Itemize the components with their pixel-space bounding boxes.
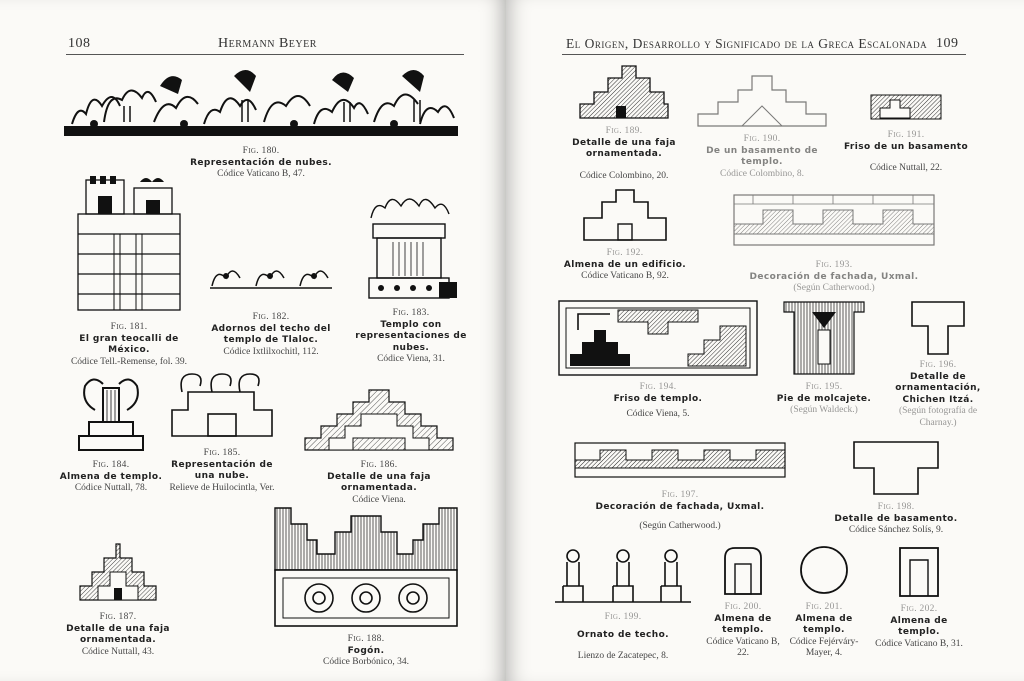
left-page <box>0 0 506 681</box>
figure-number: Fig. 181. <box>110 322 148 332</box>
cloud-step-drawing <box>168 370 276 438</box>
step-fret-detail-drawing <box>78 534 158 602</box>
figure-197 <box>570 442 790 533</box>
figure-source: Códice Vaticano B, 22. <box>706 636 780 658</box>
figure-192 <box>550 188 700 283</box>
figure-title: Adornos del techo del templo de Tlaloc. <box>211 323 331 345</box>
base-detail-drawing <box>852 440 940 496</box>
figure-title: Detalle de una faja ornamentada. <box>327 471 431 493</box>
figure-source: Códice Tell.-Remense, fol. 39. <box>70 356 188 367</box>
figure-source: Códice Viena. <box>352 494 406 505</box>
figure-number: Fig. 200. <box>724 602 762 612</box>
figure-source: Lienzo de Zacatepec, 8. <box>577 651 669 661</box>
figure-181 <box>58 174 200 368</box>
hearth-drawing <box>273 504 459 628</box>
figure-source: Códice Ixtlilxochitl, 112. <box>223 346 319 357</box>
figure-source: Relieve de Huilocintla, Ver. <box>169 482 275 493</box>
figure-number: Fig. 195. <box>805 382 843 392</box>
figure-title: Friso de un basamento <box>843 141 969 152</box>
temple-drawing <box>74 174 184 314</box>
figure-202 <box>874 546 964 650</box>
figure-source: Códice Colombino, 20. <box>579 170 669 181</box>
figure-number: Fig. 198. <box>877 502 915 512</box>
figure-number: Fig. 190. <box>743 134 781 144</box>
figure-198 <box>828 440 964 537</box>
header-rule <box>562 54 966 55</box>
figure-source: Códice Fejérváry-Mayer, 4. <box>789 636 859 658</box>
roof-ornament-drawing <box>553 546 693 608</box>
figure-title: Fogón. <box>347 645 385 656</box>
figure-number: Fig. 193. <box>815 260 853 270</box>
figure-title: Almena de templo. <box>890 615 948 637</box>
figure-185 <box>160 370 284 494</box>
figure-title: Decoración de fachada, Uxmal. <box>595 501 765 512</box>
figure-title: Detalle de ornamentación, Chichen Itzá. <box>895 371 981 405</box>
figure-source: Códice Nuttall, 22. <box>869 163 943 173</box>
figure-number: Fig. 184. <box>92 460 130 470</box>
figure-source: Códice Nuttall, 43. <box>81 646 155 657</box>
figure-number: Fig. 201. <box>805 602 843 612</box>
figure-number: Fig. 183. <box>392 308 430 318</box>
figure-number: Fig. 199. <box>604 612 642 622</box>
figure-number: Fig. 191. <box>887 130 925 140</box>
figure-187 <box>64 534 172 658</box>
figure-190 <box>692 72 832 180</box>
figure-title: Representación de nubes. <box>190 157 332 168</box>
figure-title: Almena de templo. <box>795 613 853 635</box>
figure-number: Fig. 186. <box>360 460 398 470</box>
figure-title: Detalle de basamento. <box>834 513 958 524</box>
figure-source: Códice Viena, 5. <box>626 409 690 419</box>
figure-source: (Según fotografía de Charnay.) <box>898 406 978 428</box>
figure-source: (Según Catherwood.) <box>793 283 875 293</box>
running-header: El Origen, Desarrollo y Significado de la Greca Escalonada <box>566 36 928 51</box>
figure-source: Códice Nuttall, 78. <box>74 483 148 493</box>
figure-source: (Según Waldeck.) <box>790 405 858 415</box>
merlon-circle-drawing <box>798 544 850 596</box>
figure-source: Códice Viena, 31. <box>377 354 445 364</box>
figure-183 <box>352 190 470 366</box>
figure-201 <box>778 544 870 660</box>
figure-source: (Según Catherwood.) <box>639 521 721 531</box>
figure-number: Fig. 202. <box>900 604 938 614</box>
figure-191 <box>836 94 976 175</box>
figure-200 <box>702 546 784 660</box>
figure-source: Códice Colombino, 8. <box>720 168 804 179</box>
figure-number: Fig. 189. <box>605 126 643 136</box>
figure-source: Códice Sánchez Solís, 9. <box>848 525 944 535</box>
figure-title: Almena de templo. <box>59 471 163 482</box>
figure-title: El gran teocalli de México. <box>79 333 179 355</box>
figure-189 <box>564 64 684 182</box>
building-merlon-drawing <box>582 188 668 242</box>
figure-number: Fig. 185. <box>203 448 241 458</box>
figure-number: Fig. 196. <box>919 360 957 370</box>
right-page <box>506 0 1024 681</box>
figure-182 <box>206 262 336 358</box>
figure-193 <box>730 194 938 295</box>
figure-number: Fig. 187. <box>99 612 137 622</box>
running-header: Hermann Beyer <box>218 36 317 51</box>
temple-base-drawing <box>696 72 828 128</box>
figure-title: Detalle de una faja ornamentada. <box>66 623 170 645</box>
frieze-drawing <box>870 94 942 120</box>
figure-source: Códice Vaticano B, 92. <box>581 271 669 281</box>
figure-title: Representación de una nube. <box>171 459 273 481</box>
temple-frieze-drawing <box>558 300 758 376</box>
figure-title: De un basamento de templo. <box>706 145 818 167</box>
step-band-drawing <box>578 64 670 120</box>
merlon-square-drawing <box>898 546 940 598</box>
figure-title: Friso de templo. <box>613 393 703 404</box>
uxmal-facade-band-drawing <box>574 442 786 478</box>
cloud-frieze-drawing <box>64 66 458 140</box>
figure-title: Ornato de techo. <box>576 629 670 640</box>
figure-title: Pie de molcajete. <box>776 393 872 404</box>
figure-196 <box>886 300 990 429</box>
figure-number: Fig. 188. <box>347 634 385 644</box>
step-fret-band-drawing <box>299 378 459 452</box>
figure-194 <box>556 300 760 421</box>
figure-number: Fig. 197. <box>661 490 699 500</box>
temple-clouds-drawing <box>363 190 459 302</box>
figure-number: Fig. 192. <box>606 248 644 258</box>
figure-title: Almena de templo. <box>714 613 772 635</box>
figure-195 <box>772 300 876 417</box>
figure-180 <box>64 66 458 181</box>
figure-184 <box>56 374 166 495</box>
roof-ornaments-drawing <box>208 262 334 290</box>
uxmal-facade-drawing <box>733 194 935 246</box>
figure-186 <box>294 378 464 506</box>
header-rule <box>66 54 464 55</box>
merlon-drawing <box>75 374 147 452</box>
figure-source: Códice Vaticano B, 31. <box>875 638 963 649</box>
figure-source: Códice Vaticano B, 47. <box>217 169 305 179</box>
figure-188 <box>268 504 464 669</box>
figure-title: Decoración de fachada, Uxmal. <box>749 271 919 282</box>
figure-title: Almena de un edificio. <box>563 259 687 270</box>
chichen-itza-ornament-drawing <box>910 300 966 356</box>
mortar-foot-drawing <box>782 300 866 376</box>
figure-number: Fig. 180. <box>242 146 280 156</box>
figure-source: Códice Borbónico, 34. <box>322 657 409 667</box>
page-number: 109 <box>936 36 959 51</box>
merlon-arch-drawing <box>723 546 763 596</box>
figure-number: Fig. 194. <box>639 382 677 392</box>
figure-title: Templo con representaciones de nubes. <box>355 319 467 353</box>
page-number: 108 <box>68 36 91 51</box>
figure-number: Fig. 182. <box>252 312 290 322</box>
figure-199 <box>550 546 696 663</box>
figure-title: Detalle de una faja ornamentada. <box>572 137 676 159</box>
